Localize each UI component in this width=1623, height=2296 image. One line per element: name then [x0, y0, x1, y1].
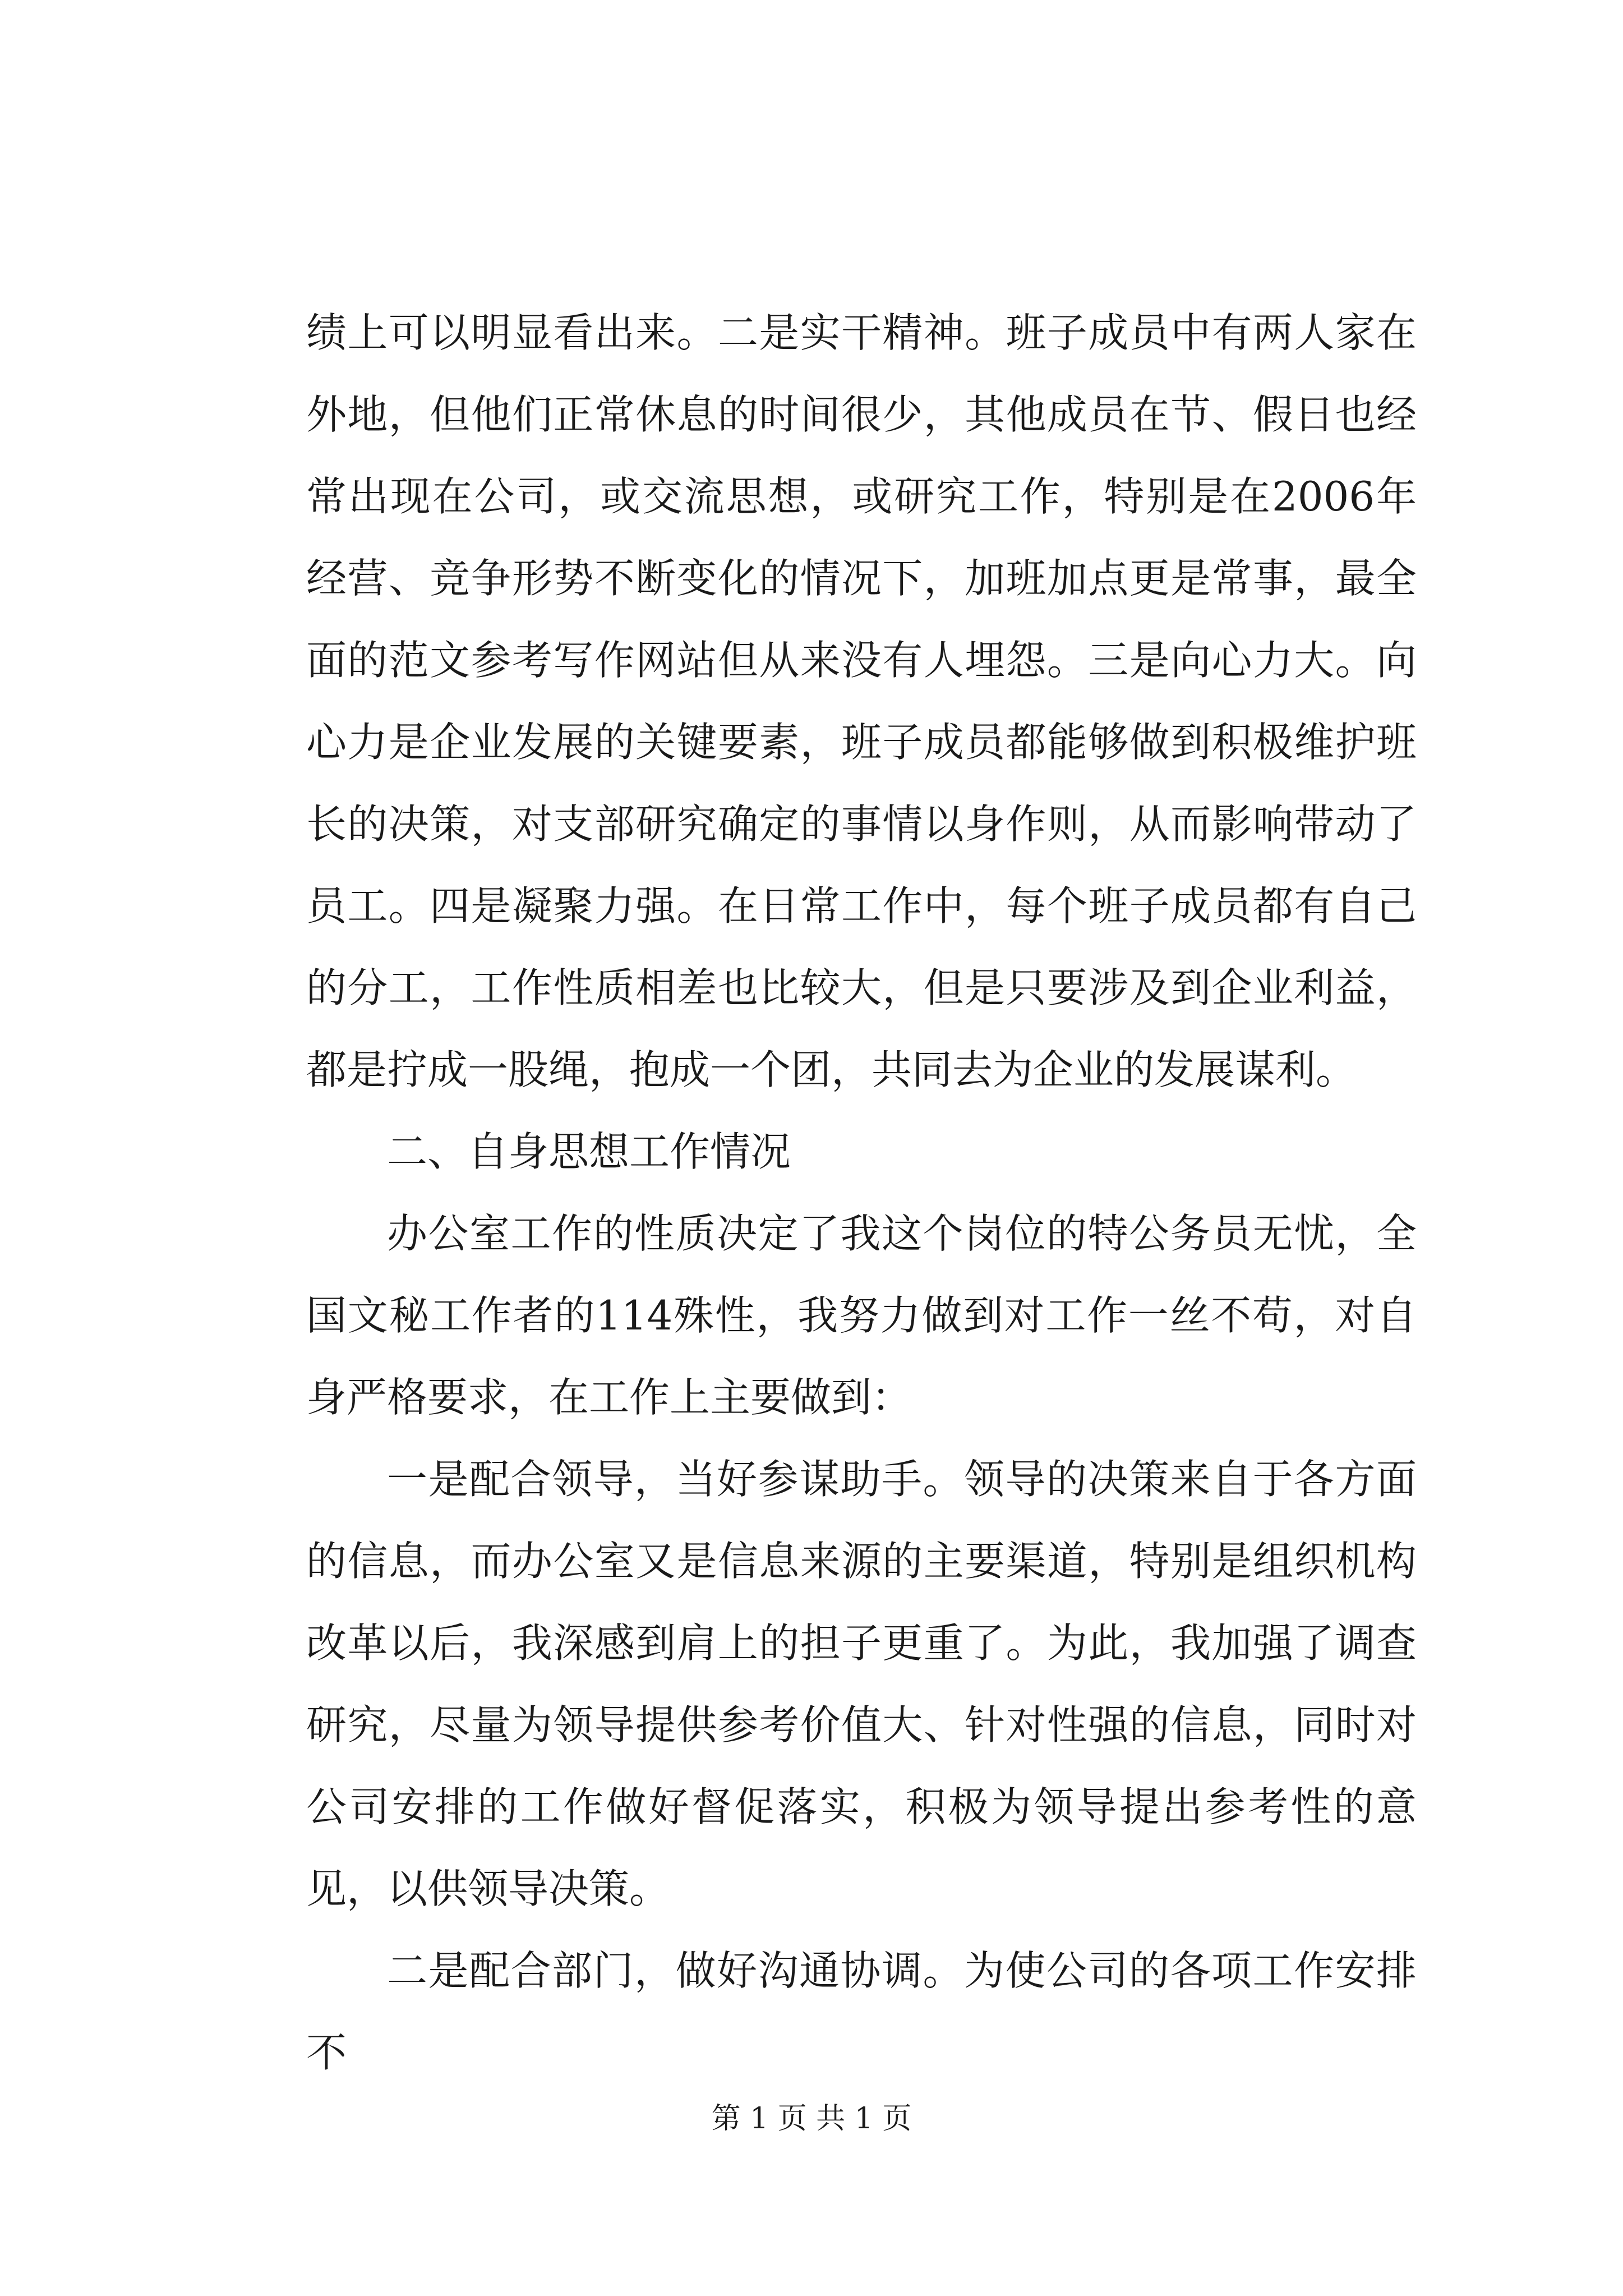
document-body	[306, 292, 1417, 2093]
section-heading: 二、自身思想工作情况	[387, 1128, 791, 1175]
paragraph: 办公室工作的性质决定了我这个岗位的特公务员无忧，全国文秘工作者的114殊性，我努力做到对工作一丝不苟，对自身严格要求，在工作上主要做到：	[306, 1210, 1417, 1421]
paragraph-continuation: 绩上可以明显看出来。二是实干精神。班子成员中有两人家在外地，但他们正常休息的时间很少，其他成员在节、假日也经常出现在公司，或交流思想，或研究工作，特别是在2006年经营、竞争形势不断变化的情况下，加班加点更是常事，最全面的范文参考写作网站但从来没有人埋怨。三是向心力大。向心力是企业发展的关键要素，班子成员都能够做到积极维护班长的决策，对支部研究确定的事情以身作则，从而影响带动了员工。四是凝聚力强。在日常工作中，每个班子成员都有自己的分工，工作性质相差也比较大，但是只要涉及到企业利益，都是拧成一股绳，抱成一个团，共同去为企业的发展谋利。	[306, 309, 1417, 1093]
paragraph: 一是配合领导，当好参谋助手。领导的决策来自于各方面的信息，而办公室又是信息来源的主要渠道，特别是组织机构改革以后，我深感到肩上的担子更重了。为此，我加强了调查研究，尽量为领导提供参考价值大、针对性强的信息，同时对公司安排的工作做好督促落实，积极为领导提出参考性的意见，以供领导决策。	[306, 1456, 1417, 1912]
page-footer: 第 1 页 共 1 页	[711, 2102, 912, 2136]
paragraph: 二是配合部门，做好沟通协调。为使公司的各项工作安排不	[306, 1947, 1417, 2076]
